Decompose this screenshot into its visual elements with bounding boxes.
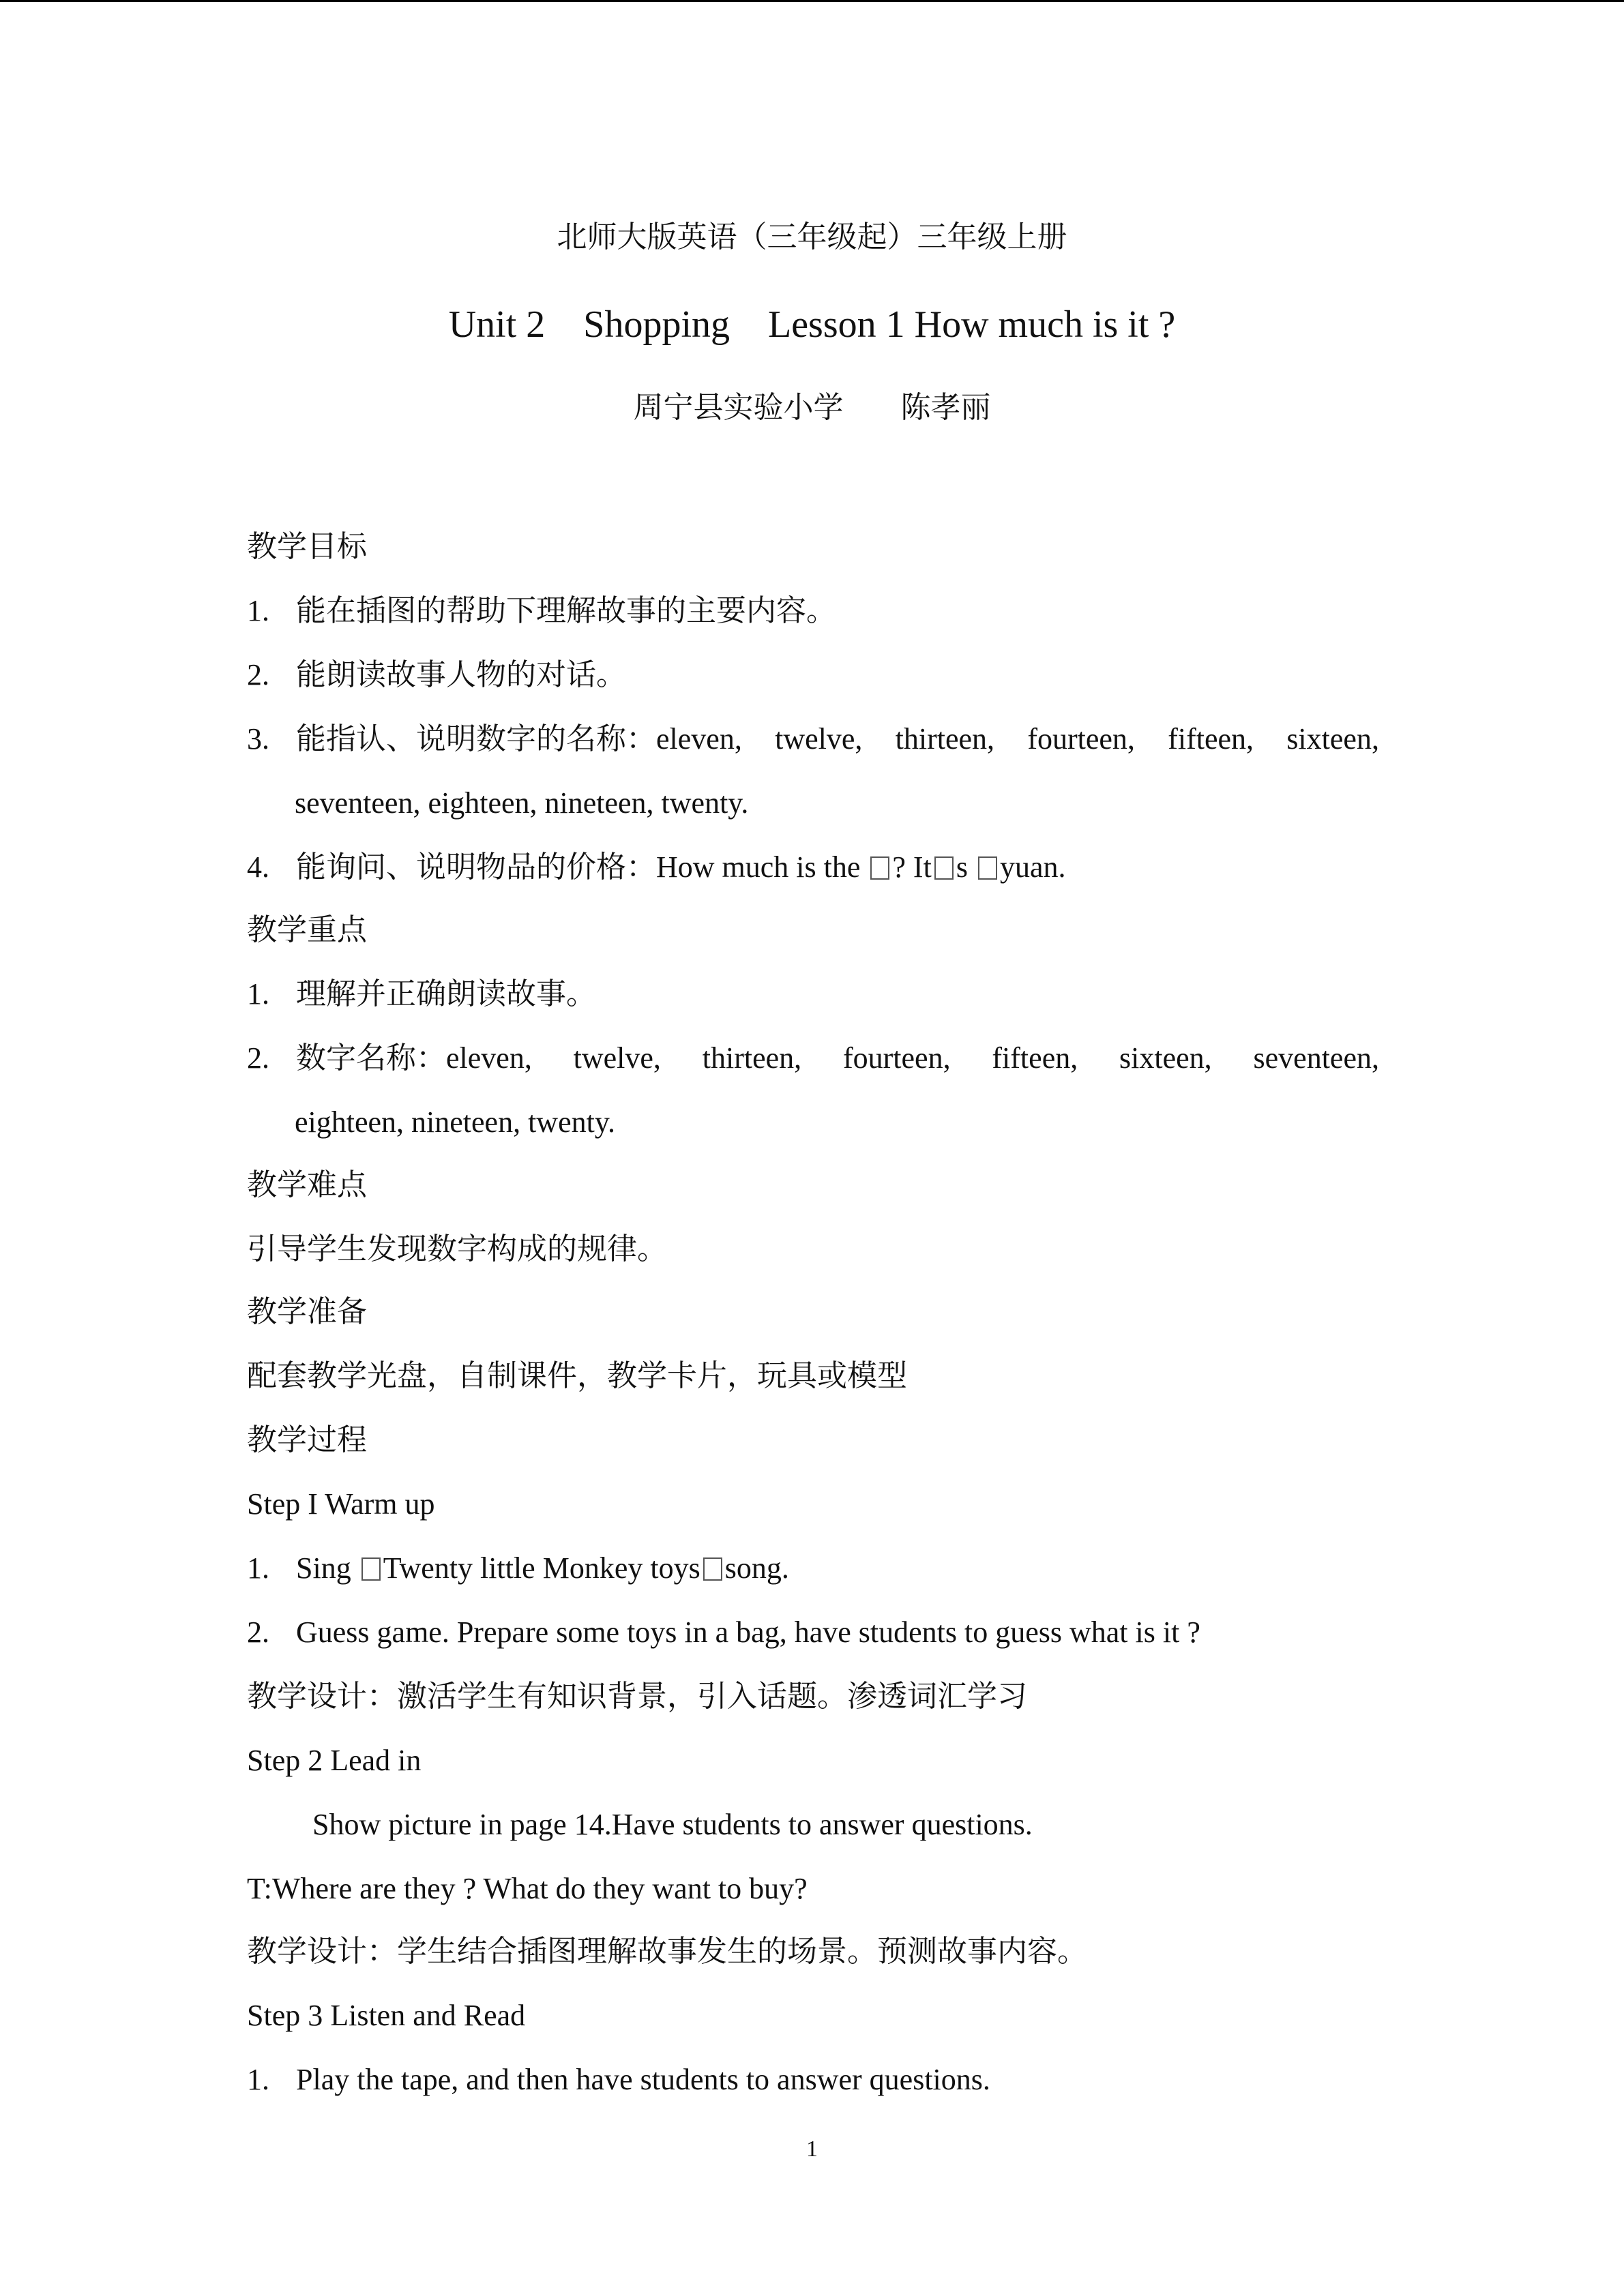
step1-item: [247, 1549, 1379, 1587]
number-word: fourteen,: [1027, 722, 1135, 756]
unit-lesson-title: Unit 2 Shopping Lesson 1 How much is it ?: [448, 303, 1176, 346]
missing-glyph-box: [934, 856, 954, 880]
number-word: twelve,: [573, 1041, 661, 1075]
objective-item: [247, 592, 1379, 630]
step-item-text: song.: [724, 1551, 789, 1585]
step2-paragraph: Show picture in page 14.Have students to answer questions.: [312, 1808, 1033, 1841]
number-word: sixteen,: [1119, 1041, 1212, 1075]
objective-text: 能朗读故事人物的对话。: [296, 657, 626, 692]
step1-heading: Step I Warm up: [247, 1487, 435, 1521]
key-point-text: 理解并正确朗读故事。: [296, 976, 596, 1011]
page-number: 1: [806, 2136, 818, 2162]
missing-glyph-box: [361, 1557, 381, 1581]
missing-glyph-box: [978, 856, 997, 880]
number-word: thirteen,: [895, 722, 995, 756]
document-title: 北师大版英语（三年级起）三年级上册: [557, 220, 1067, 254]
step3-item: [247, 2061, 1379, 2099]
objective-text: s: [956, 850, 968, 884]
step-item-number: 2.: [247, 1615, 269, 1649]
missing-glyph-box: [870, 856, 889, 880]
objective-prefix: 能指认、说明数字的名称：: [296, 721, 656, 756]
number-word: eleven,: [446, 1041, 532, 1075]
difficulty-text: 引导学生发现数字构成的规律。: [247, 1232, 667, 1266]
step3-heading: Step 3 Listen and Read: [247, 1999, 526, 2032]
number-word: thirteen,: [702, 1041, 802, 1075]
key-point-prefix: 数字名称：: [296, 1041, 446, 1075]
objective-text: ? It: [892, 850, 932, 884]
number-word: fourteen,: [842, 1041, 951, 1075]
objective-prefix: 能询问、说明物品的价格：: [296, 850, 656, 884]
step-item-text: Twenty little Monkey toys: [383, 1551, 700, 1585]
objective-item: [247, 848, 1379, 886]
objective-text: How much is the: [656, 850, 861, 884]
step2-heading: Step 2 Lead in: [247, 1744, 422, 1777]
objective-number: 3.: [247, 722, 269, 756]
preparation-text: 配套教学光盘，自制课件，教学卡片，玩具或模型: [247, 1358, 907, 1393]
step-item-text: Play the tape, and then have students to answer questions.: [296, 2063, 990, 2096]
number-word: eleven,: [656, 722, 742, 756]
objective-lead: [247, 720, 742, 758]
step1-item: [247, 1613, 1379, 1652]
process-heading: 教学过程: [247, 1422, 367, 1457]
number-word: sixteen,: [1286, 722, 1379, 756]
key-point-number: 1.: [247, 977, 269, 1011]
step-item-text: Guess game. Prepare some toys in a bag, have students to guess what is it ?: [296, 1615, 1200, 1649]
number-word: fifteen,: [1168, 722, 1254, 756]
objective-text: yuan.: [999, 850, 1066, 884]
step-item-number: 1.: [247, 1551, 269, 1585]
number-word: twelve,: [775, 722, 863, 756]
step-item-number: 1.: [247, 2063, 269, 2096]
objective-number: 1.: [247, 594, 269, 627]
key-point-number: 2.: [247, 1041, 269, 1075]
objectives-heading: 教学目标: [247, 529, 367, 564]
step2-question: T:Where are they ? What do they want to buy?: [247, 1872, 808, 1905]
step2-design-note: 教学设计：学生结合插图理解故事发生的场景。预测故事内容。: [247, 1934, 1087, 1969]
key-point-lead: [247, 1039, 532, 1077]
key-points-heading: 教学重点: [247, 912, 367, 947]
missing-glyph-box: [703, 1557, 722, 1581]
objective-number: 2.: [247, 658, 269, 691]
step1-design-note: 教学设计：激活学生有知识背景，引入话题。渗透词汇学习: [247, 1679, 1027, 1714]
key-point-item: [247, 1039, 1379, 1077]
objective-text: 能在插图的帮助下理解故事的主要内容。: [296, 593, 836, 628]
number-word: seventeen,: [1253, 1041, 1379, 1075]
author-line: 周宁县实验小学 陈孝丽: [633, 390, 991, 425]
step-item-text: Sing: [296, 1551, 351, 1585]
key-point-continuation: eighteen, nineteen, twenty.: [295, 1105, 615, 1139]
number-word: fifteen,: [992, 1041, 1078, 1075]
key-point-item: [247, 975, 1379, 1013]
objective-number: 4.: [247, 850, 269, 884]
objective-continuation: seventeen, eighteen, nineteen, twenty.: [295, 786, 749, 820]
difficulty-heading: 教学难点: [247, 1167, 367, 1202]
objective-item: [247, 656, 1379, 694]
objective-item: [247, 720, 1379, 758]
preparation-heading: 教学准备: [247, 1294, 367, 1329]
